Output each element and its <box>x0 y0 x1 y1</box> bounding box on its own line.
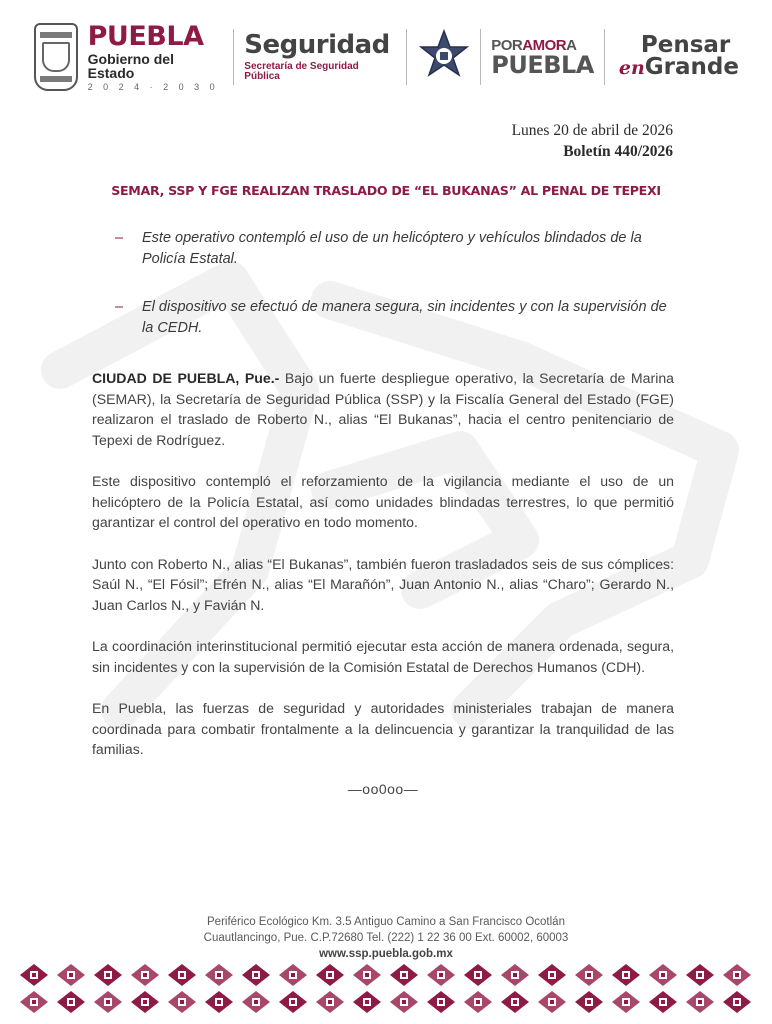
logo-puebla-gobierno <box>87 20 224 92</box>
address-line-1: Periférico Ecológico Km. 3.5 Antiguo Camino a San Francisco Ocotlán <box>207 916 565 928</box>
paragraph: Junto con Roberto N., alias “El Bukanas”, también fueron trasladados seis de sus cómplices: Saúl N., “El Fósil”; Efrén N., alias “El Marañón”, Juan Antonio N., alias “Charo”; Gerardo N., Juan Carlos N., y Favián N. <box>92 555 674 613</box>
logo-puebla-years: 2 0 2 4 · 2 0 3 0 <box>87 81 219 92</box>
pattern-motif-icon <box>612 964 640 986</box>
pattern-motif-icon <box>649 964 677 986</box>
logo-pensar-line2: Grande <box>644 54 739 80</box>
logo-amor-a: A <box>566 36 577 54</box>
pattern-motif-icon <box>686 964 714 986</box>
pattern-motif-icon <box>353 964 381 986</box>
pattern-motif-icon <box>242 991 270 1013</box>
release-date: Lunes 20 de abril de 2026 <box>511 122 673 139</box>
website-link[interactable]: www.ssp.puebla.gob.mx <box>319 948 453 960</box>
logo-divider <box>233 29 234 85</box>
body-text <box>92 368 674 797</box>
pattern-motif-icon <box>316 991 344 1013</box>
pattern-motif-icon <box>20 964 48 986</box>
state-seal-logo <box>34 23 78 91</box>
pattern-motif-icon <box>612 991 640 1013</box>
footer-address <box>0 914 772 962</box>
pattern-motif-icon <box>649 991 677 1013</box>
dateline: CIUDAD DE PUEBLA, Pue.- <box>92 370 280 386</box>
paragraph: La coordinación interinstitucional permitió ejecutar esta acción de manera ordenada, segura, sin incidentes y con la supervisión de la Comisión Estatal de Derechos Humanos (CDH). <box>92 638 674 675</box>
paragraph <box>92 368 674 450</box>
pattern-motif-icon <box>94 964 122 986</box>
headline: SEMAR, SSP Y FGE REALIZAN TRASLADO DE “EL BUKANAS” AL PENAL DE TEPEXI <box>111 183 661 198</box>
paragraph: En Puebla, las fuerzas de seguridad y autoridades ministeriales trabajan de manera coordinada para combatir frontalmente a la delincuencia y garantizar la tranquilidad de las familias. <box>92 700 674 757</box>
pattern-motif-icon <box>168 991 196 1013</box>
pattern-motif-icon <box>316 964 344 986</box>
pattern-motif-icon <box>575 991 603 1013</box>
pattern-motif-icon <box>242 964 270 986</box>
address-line-2: Cuautlancingo, Pue. C.P.72680 Tel. (222) 1 22 36 00 Ext. 60002, 60003 <box>203 932 569 944</box>
pattern-motif-icon <box>205 964 233 986</box>
date-block <box>512 120 673 162</box>
pattern-motif-icon <box>427 964 455 986</box>
logo-divider <box>406 29 407 85</box>
pattern-motif-icon <box>279 991 307 1013</box>
pattern-motif-icon <box>390 964 418 986</box>
pattern-motif-icon <box>205 991 233 1013</box>
logo-divider <box>480 29 481 85</box>
pattern-motif-icon <box>168 964 196 986</box>
pattern-motif-icon <box>464 964 492 986</box>
paragraph: Este dispositivo contempló el reforzamiento de la vigilancia mediante el uso de un helicóptero de la Policía Estatal, así como unidades blindadas terrestres, lo que permitió garantizar el control del operativo en todo momento. <box>92 473 674 530</box>
end-mark: —oo0oo— <box>347 780 419 797</box>
header-logos <box>34 18 739 96</box>
pattern-motif-icon <box>538 991 566 1013</box>
highlight-text: Este operativo contempló el uso de un helicóptero y vehículos blindados de la Policía Estatal. <box>142 230 642 267</box>
paragraph-text: Bajo un fuerte despliegue operativo, la Secretaría de Marina (SEMAR), la Secretaría de Seguridad Pública (SSP) y la Fiscalía General del Estado (FGE) realizaron el traslado de Roberto N., alias “El Bukanas”, hacia el centro penitenciario de Tepexi de Rodríguez. <box>92 370 674 448</box>
logo-puebla-subtitle: Gobierno del Estado <box>87 50 174 81</box>
pattern-motif-icon <box>723 964 751 986</box>
highlight-dash: – <box>115 299 124 315</box>
logo-divider <box>604 29 605 85</box>
logo-pensar-en-grande <box>618 32 739 80</box>
pattern-motif-icon <box>57 991 85 1013</box>
highlight-item <box>115 228 680 270</box>
pattern-motif-icon <box>94 991 122 1013</box>
pattern-motif-icon <box>723 991 751 1013</box>
pattern-motif-icon <box>390 991 418 1013</box>
pattern-motif-icon <box>427 991 455 1013</box>
pattern-motif-icon <box>501 991 529 1013</box>
highlight-text: El dispositivo se efectuó de manera segura, sin incidentes y con la supervisión de la CEDH. <box>142 299 667 336</box>
logo-amor-por: POR <box>491 36 523 54</box>
logo-amor-puebla: PUEBLA <box>491 50 594 79</box>
pattern-motif-icon <box>131 964 159 986</box>
pattern-motif-icon <box>353 991 381 1013</box>
logo-seguridad-name: Seguridad <box>244 30 390 60</box>
pattern-motif-icon <box>538 964 566 986</box>
logo-seguridad-subtitle: Secretaría de Seguridad Pública <box>244 61 359 82</box>
pattern-motif-icon <box>279 964 307 986</box>
logo-seguridad <box>244 32 395 82</box>
police-star-icon <box>417 27 471 87</box>
bulletin-number: Boletín 440/2026 <box>563 143 673 160</box>
highlight-dash: – <box>115 230 124 246</box>
pattern-motif-icon <box>686 991 714 1013</box>
highlights-list <box>115 228 680 366</box>
logo-amor-amor: AMOR <box>522 36 567 54</box>
pattern-motif-icon <box>501 964 529 986</box>
logo-puebla-name: PUEBLA <box>87 20 204 52</box>
pattern-motif-icon <box>57 964 85 986</box>
logo-pensar-line1: Pensar <box>640 32 731 59</box>
logo-por-amor-a-puebla <box>491 38 594 77</box>
highlight-item <box>115 297 680 339</box>
logo-pensar-en: en <box>618 57 645 79</box>
pattern-motif-icon <box>575 964 603 986</box>
pattern-motif-icon <box>20 991 48 1013</box>
pattern-motif-icon <box>131 991 159 1013</box>
pattern-motif-icon <box>464 991 492 1013</box>
decorative-pattern-band <box>16 962 756 1014</box>
